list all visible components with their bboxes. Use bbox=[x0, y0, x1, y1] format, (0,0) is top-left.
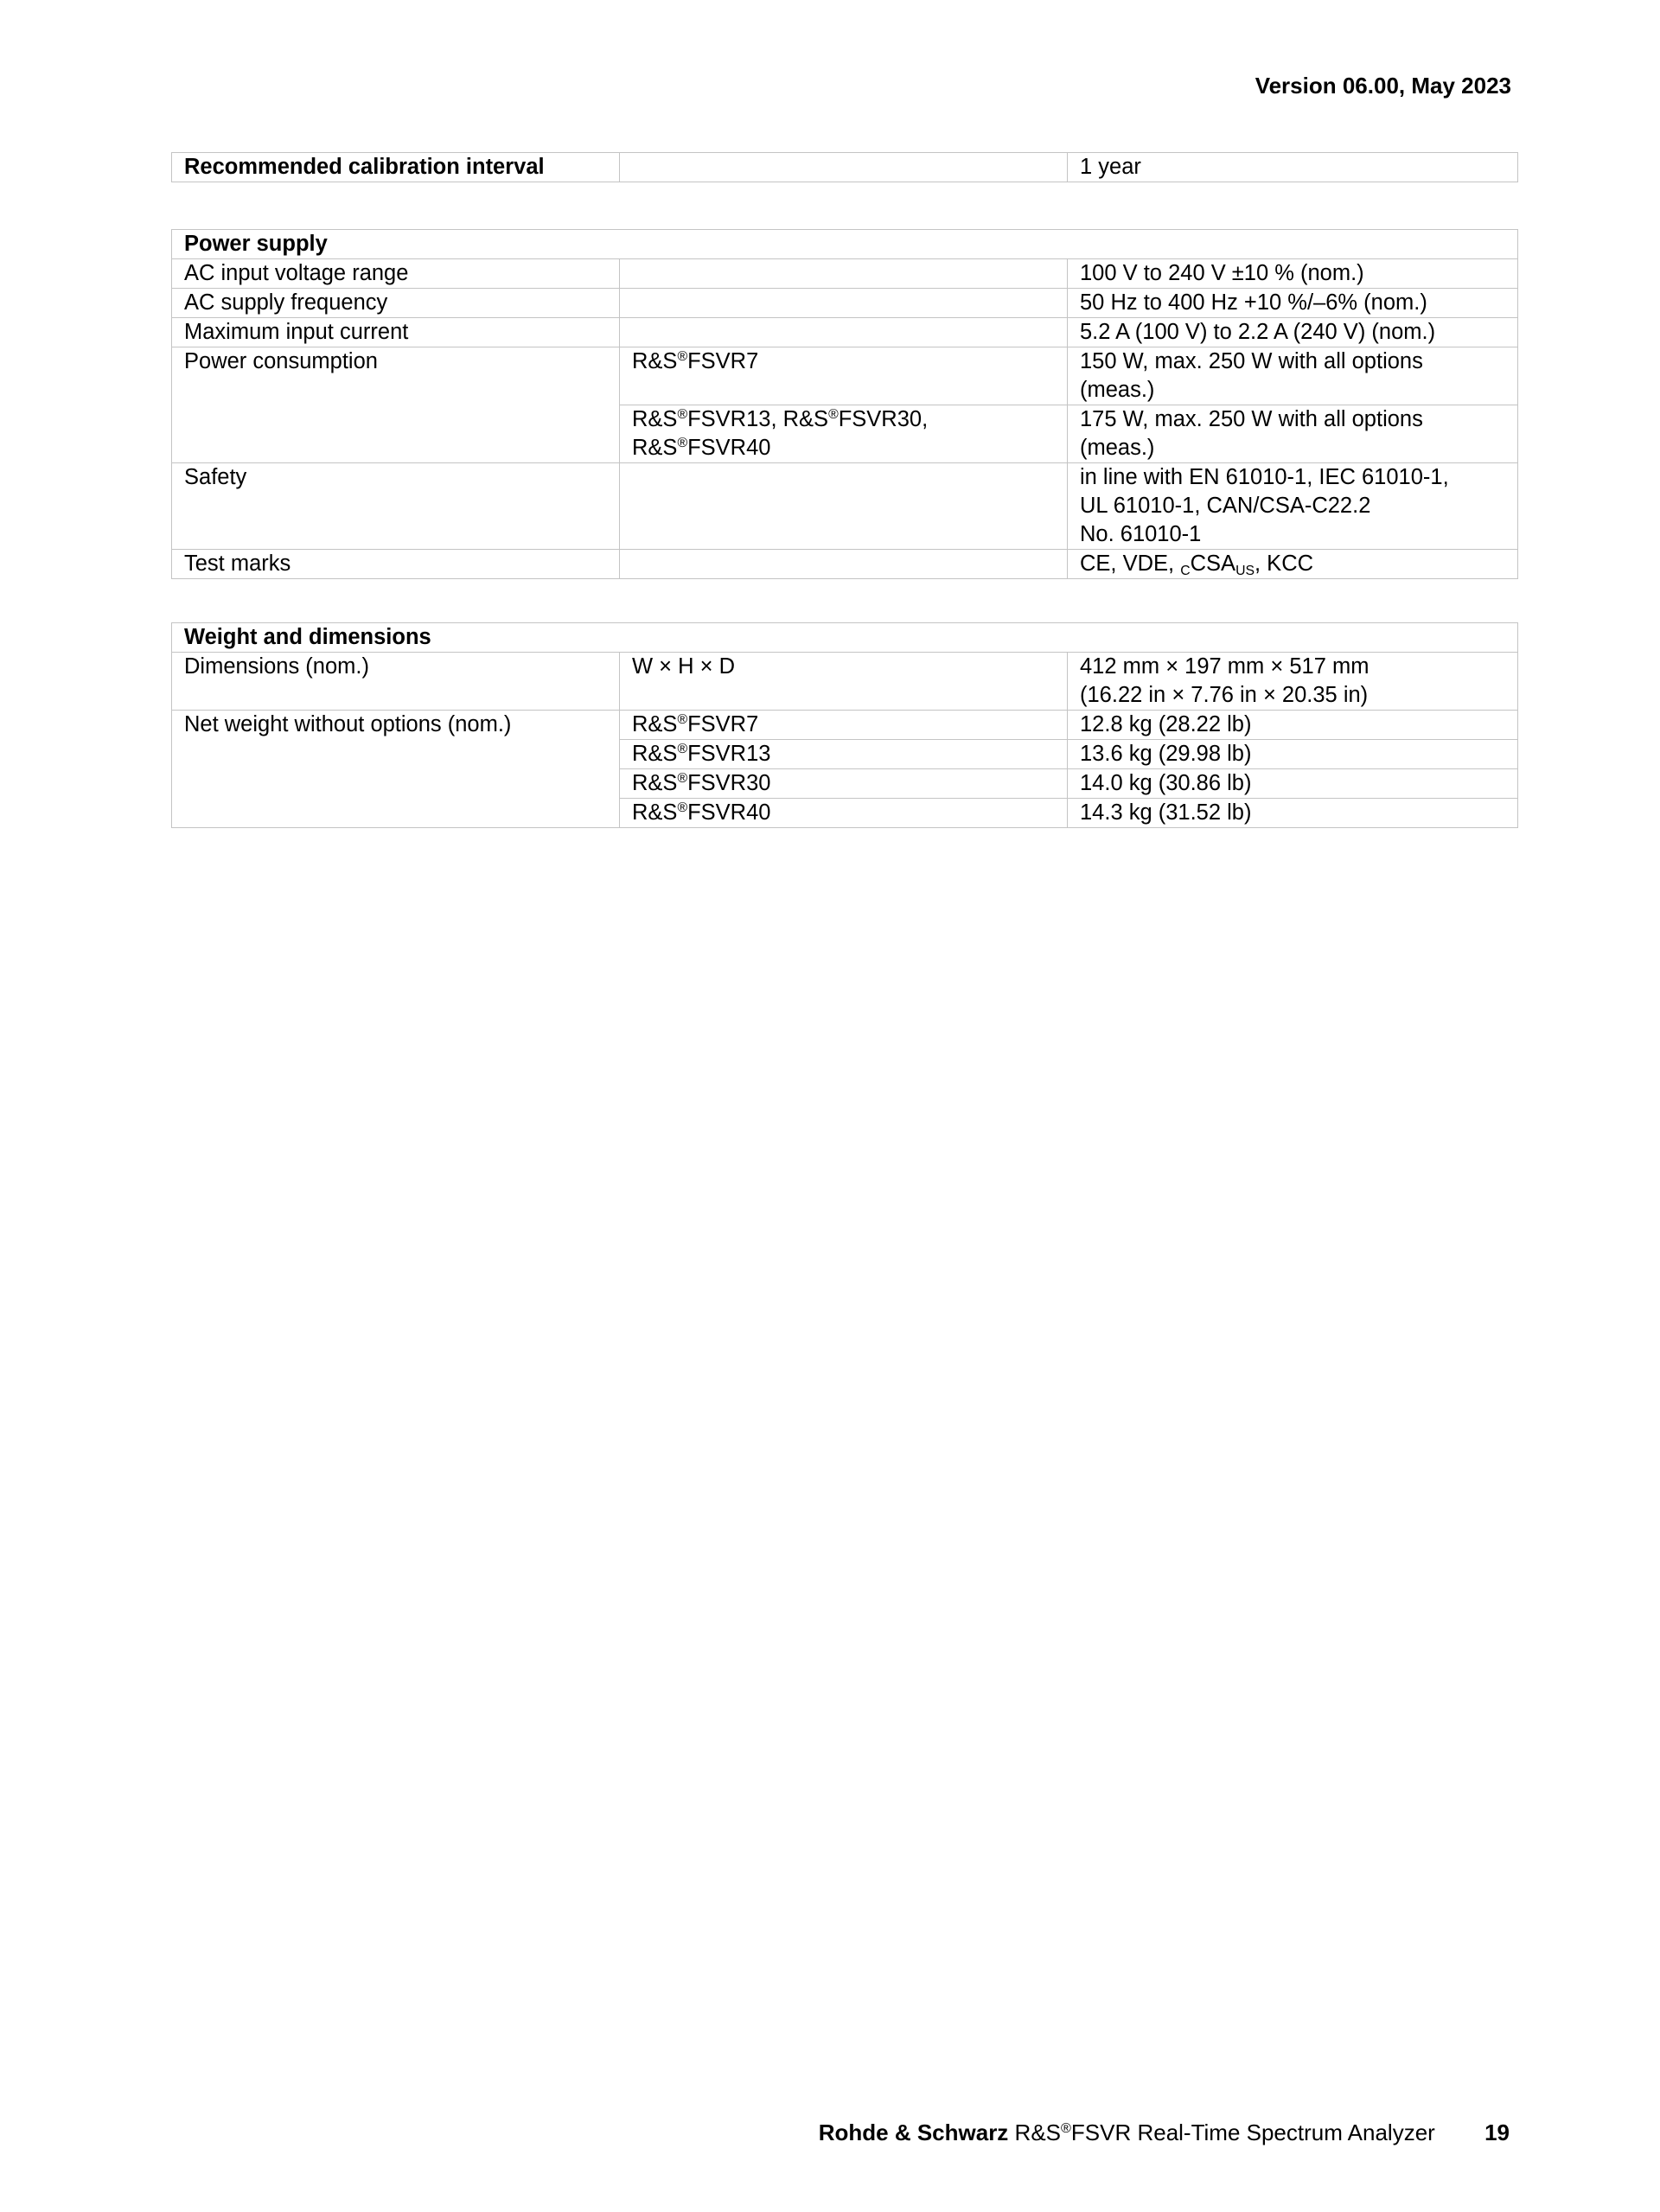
empty-cell bbox=[620, 259, 1068, 289]
model-name: FSVR30, bbox=[838, 407, 929, 431]
registered-mark: ® bbox=[828, 407, 839, 423]
registered-mark: ® bbox=[677, 742, 688, 757]
row-value: 12.8 kg (28.22 lb) bbox=[1068, 711, 1518, 740]
brand-text: R&S bbox=[632, 800, 678, 825]
registered-mark: ® bbox=[677, 407, 688, 423]
empty-cell bbox=[620, 289, 1068, 318]
row-value: 13.6 kg (29.98 lb) bbox=[1068, 740, 1518, 769]
section-title: Power supply bbox=[172, 230, 1518, 259]
registered-mark: ® bbox=[677, 712, 688, 728]
registered-mark: ® bbox=[677, 436, 688, 451]
brand-text: R&S bbox=[632, 771, 678, 795]
value-line: (meas.) bbox=[1080, 436, 1155, 460]
table-row bbox=[172, 653, 1518, 711]
model-name: FSVR13 bbox=[687, 742, 771, 766]
power-supply-table bbox=[171, 229, 1518, 579]
table-row bbox=[172, 153, 1518, 182]
row-label: AC supply frequency bbox=[172, 289, 620, 318]
subscript: C bbox=[1180, 563, 1191, 578]
page-number: 19 bbox=[1484, 2120, 1510, 2145]
page-footer bbox=[819, 2120, 1510, 2146]
model-cell bbox=[620, 347, 1068, 405]
empty-cell bbox=[620, 318, 1068, 347]
model-cell bbox=[620, 711, 1068, 740]
row-value: 100 V to 240 V ±10 % (nom.) bbox=[1068, 259, 1518, 289]
registered-mark: ® bbox=[677, 771, 688, 787]
value-line: No. 61010-1 bbox=[1080, 522, 1202, 546]
row-value: 5.2 A (100 V) to 2.2 A (240 V) (nom.) bbox=[1068, 318, 1518, 347]
brand-text: R&S bbox=[632, 407, 678, 431]
section-title: Weight and dimensions bbox=[172, 623, 1518, 653]
model-cell bbox=[620, 769, 1068, 799]
table-row bbox=[172, 711, 1518, 740]
table-row bbox=[172, 318, 1518, 347]
row-label: Safety bbox=[172, 463, 620, 550]
value-text: CE, VDE, bbox=[1080, 551, 1181, 576]
table-header-row bbox=[172, 623, 1518, 653]
model-name: FSVR40 bbox=[687, 436, 771, 460]
row-value: 14.0 kg (30.86 lb) bbox=[1068, 769, 1518, 799]
value-text: , KCC bbox=[1255, 551, 1314, 576]
value-line: 150 W, max. 250 W with all options bbox=[1080, 349, 1423, 373]
model-name: FSVR7 bbox=[687, 712, 759, 736]
brand-text: R&S bbox=[632, 712, 678, 736]
value-line: 175 W, max. 250 W with all options bbox=[1080, 407, 1423, 431]
table-row bbox=[172, 550, 1518, 579]
model-cell bbox=[620, 799, 1068, 828]
row-value bbox=[1068, 405, 1518, 463]
footer-company: Rohde & Schwarz bbox=[818, 2120, 1009, 2145]
model-cell bbox=[620, 740, 1068, 769]
table-row bbox=[172, 259, 1518, 289]
table-header-row bbox=[172, 230, 1518, 259]
value-line: (16.22 in × 7.76 in × 20.35 in) bbox=[1080, 683, 1369, 707]
table-row bbox=[172, 463, 1518, 550]
weight-dimensions-table bbox=[171, 622, 1518, 828]
brand-text: R&S bbox=[632, 742, 678, 766]
model-name: FSVR13, R&S bbox=[687, 407, 829, 431]
model-name: FSVR40 bbox=[687, 800, 771, 825]
model-name: FSVR7 bbox=[687, 349, 759, 373]
value-line: 412 mm × 197 mm × 517 mm bbox=[1080, 654, 1370, 679]
row-value bbox=[1068, 463, 1518, 550]
value-line: UL 61010-1, CAN/CSA-C22.2 bbox=[1080, 494, 1371, 518]
registered-mark: ® bbox=[677, 800, 688, 816]
row-label: Test marks bbox=[172, 550, 620, 579]
version-header: Version 06.00, May 2023 bbox=[1255, 73, 1511, 99]
brand-text: R&S bbox=[632, 436, 678, 460]
calibration-label: Recommended calibration interval bbox=[172, 153, 620, 182]
row-label: AC input voltage range bbox=[172, 259, 620, 289]
row-value: 14.3 kg (31.52 lb) bbox=[1068, 799, 1518, 828]
product-name: FSVR Real-Time Spectrum Analyzer bbox=[1070, 2120, 1435, 2145]
footer-product bbox=[1015, 2120, 1435, 2145]
value-text: CSA bbox=[1190, 551, 1236, 576]
empty-cell bbox=[620, 463, 1068, 550]
table-row bbox=[172, 347, 1518, 405]
value-line: in line with EN 61010-1, IEC 61010-1, bbox=[1080, 465, 1449, 489]
row-label: Maximum input current bbox=[172, 318, 620, 347]
row-value bbox=[1068, 653, 1518, 711]
row-label: Net weight without options (nom.) bbox=[172, 711, 620, 828]
value-line: (meas.) bbox=[1080, 378, 1155, 402]
calibration-table bbox=[171, 152, 1518, 182]
table-row bbox=[172, 289, 1518, 318]
calibration-value: 1 year bbox=[1068, 153, 1518, 182]
row-label: Dimensions (nom.) bbox=[172, 653, 620, 711]
row-value bbox=[1068, 550, 1518, 579]
model-cell bbox=[620, 405, 1068, 463]
subscript: US bbox=[1235, 563, 1255, 578]
condition-cell: W × H × D bbox=[620, 653, 1068, 711]
registered-mark: ® bbox=[677, 349, 688, 365]
empty-cell bbox=[620, 550, 1068, 579]
registered-mark: ® bbox=[1061, 2120, 1071, 2137]
empty-cell bbox=[620, 153, 1068, 182]
row-value bbox=[1068, 347, 1518, 405]
brand-text: R&S bbox=[632, 349, 678, 373]
model-name: FSVR30 bbox=[687, 771, 771, 795]
row-value: 50 Hz to 400 Hz +10 %/–6% (nom.) bbox=[1068, 289, 1518, 318]
brand-text: R&S bbox=[1014, 2120, 1062, 2145]
row-label: Power consumption bbox=[172, 347, 620, 463]
